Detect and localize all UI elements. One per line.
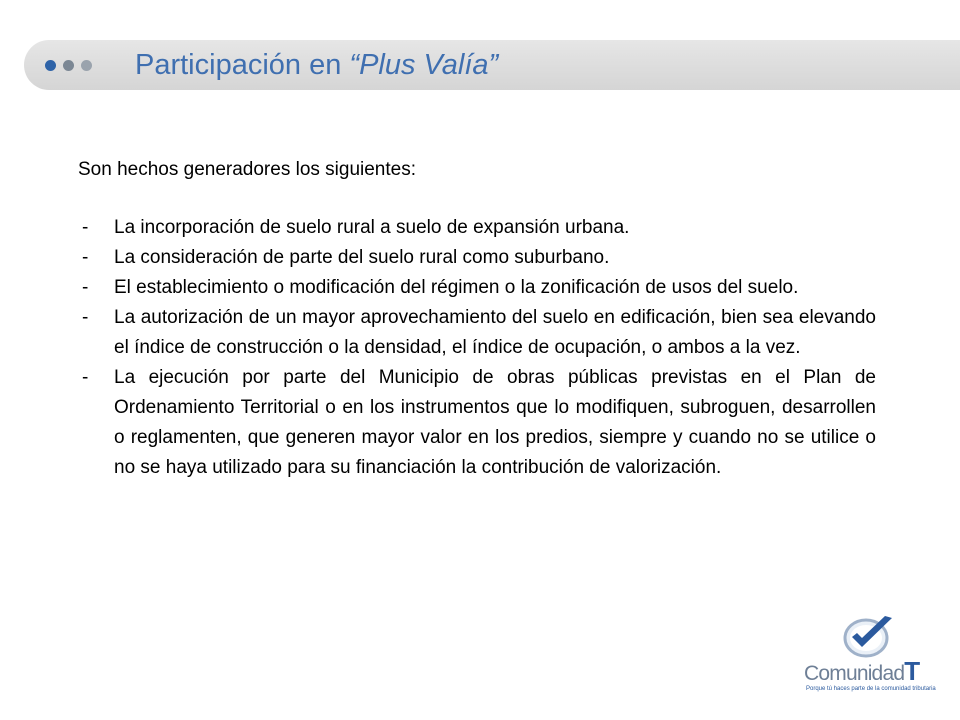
- list-item: [78, 243, 876, 273]
- slide-title-prefix: Participación en: [135, 49, 350, 81]
- slide-title: [135, 44, 498, 86]
- bullet-dash: -: [82, 217, 89, 238]
- bullet-text: La consideración de parte del suelo rural como suburbano.: [114, 247, 610, 268]
- bullet-text: El establecimiento o modificación del régimen o la zonificación de usos del suelo.: [114, 277, 799, 298]
- checkmark-circle-icon: [838, 612, 898, 660]
- dot-icon: [45, 60, 56, 71]
- logo-name: [804, 656, 920, 687]
- bullet-text: La autorización de un mayor aprovechamiento del suelo en edificación, bien sea elevando el índice de construcción o la densidad, el índice de ocupación, o ambos a la vez.: [114, 307, 876, 358]
- list-item: [78, 303, 876, 363]
- slide-content: [78, 155, 876, 483]
- list-item: [78, 363, 876, 483]
- logo-name-main: Comunidad: [804, 662, 905, 685]
- bullet-dash: -: [82, 247, 89, 268]
- list-item: [78, 273, 876, 303]
- logo-name-letter: T: [904, 656, 921, 686]
- bullet-text: La incorporación de suelo rural a suelo de expansión urbana.: [114, 217, 630, 238]
- dot-icon: [63, 60, 74, 71]
- bullet-dash: -: [82, 277, 89, 298]
- logo-tagline: Porque tú haces parte de la comunidad tributaria: [806, 686, 936, 692]
- list-item: [78, 213, 876, 243]
- slide-title-emphasis: “Plus Valía”: [349, 49, 499, 81]
- dot-icon: [81, 60, 92, 71]
- comunidad-t-logo: [800, 610, 945, 700]
- bullet-dash: -: [82, 367, 89, 388]
- bullet-dash: -: [82, 307, 89, 328]
- title-dots: [45, 58, 99, 72]
- intro-text: Son hechos generadores los siguientes:: [78, 159, 417, 180]
- bullet-list: [78, 213, 876, 483]
- bullet-text: La ejecución por parte del Municipio de obras públicas previstas en el Plan de Ordenamiento Territorial o en los instrumentos que lo modifiquen, subroguen, desarrollen o reglamenten, que generen mayor valor en los predios, siempre y cuando no se utilice o no se haya utilizado para su financiación la contribución de valorización.: [114, 367, 876, 478]
